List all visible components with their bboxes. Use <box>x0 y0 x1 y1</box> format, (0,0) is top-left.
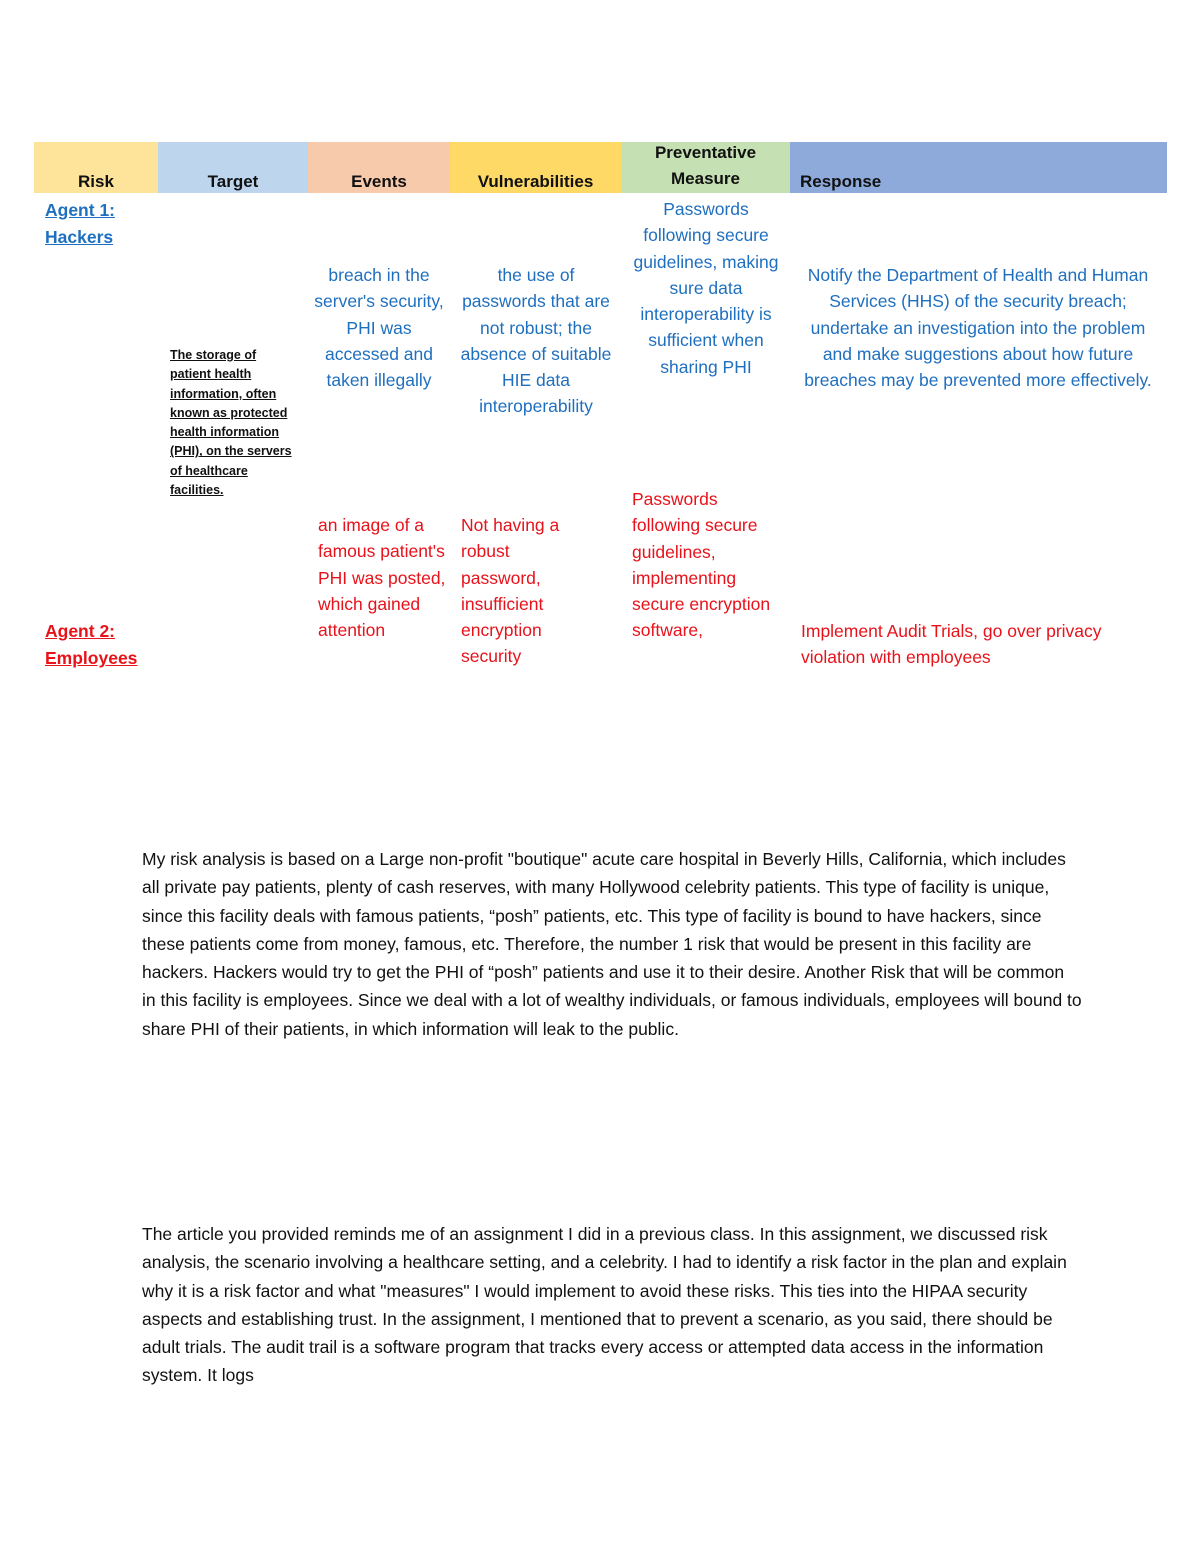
header-vulnerabilities-label: Vulnerabilities <box>477 172 594 191</box>
agent1-label-line1: Agent 1: <box>45 200 115 220</box>
agent1-label-line2: Hackers <box>45 227 114 247</box>
header-risk-label: Risk <box>78 172 114 191</box>
header-preventative-measure <box>621 142 790 193</box>
agent1-label <box>45 197 155 251</box>
header-vulnerabilities <box>450 142 621 193</box>
header-response <box>790 142 1167 193</box>
paragraph-article-response: The article you provided reminds me of an assignment I did in a previous class. In this assignment, we discussed risk analysis, the scenario involving a healthcare setting, and a celebrity. I had to identify a risk factor in the plan and explain why it is a risk factor and what "measures" I would implement to avoid these risks. This ties into the HIPAA security aspects and establishing trust. In the assignment, I mentioned that to prevent a scenario, as you said, there should be adult trials. The audit trail is a software program that tracks every access or attempted data access in the information system. It logs <box>142 1224 1067 1386</box>
agent1-response: Notify the Department of Health and Human Services (HHS) of the security breach; undertake an investigation into the problem and make suggestions about how future breaches may be prevented more effectively. <box>804 265 1152 391</box>
agent1-events: breach in the server's security, PHI was accessed and taken illegally <box>314 265 444 391</box>
agent1-preventative: Passwords following secure guidelines, making sure data interoperability is sufficient when sharing PHI <box>633 199 779 377</box>
target-description: The storage of patient health information, often known as protected health information (PHI), on the servers of healthcare facilities. <box>170 348 292 498</box>
agent2-events: an image of a famous patient's PHI was posted, which gained attention <box>318 515 446 641</box>
header-response-label: Response <box>800 172 882 191</box>
header-preventative-line1: Preventative <box>654 143 757 162</box>
agent2-label-line1: Agent 2: <box>45 621 115 641</box>
agent2-vulnerabilities: Not having a robust password, insufficient encryption security <box>461 515 560 667</box>
header-target <box>158 142 308 193</box>
agent2-response: Implement Audit Trials, go over privacy violation with employees <box>801 621 1102 668</box>
agent2-label <box>45 618 155 672</box>
agent2-label-line2: Employees <box>45 648 138 668</box>
agent2-preventative: Passwords following secure guidelines, implementing secure encryption software, <box>632 489 771 641</box>
header-events <box>308 142 450 193</box>
paragraph-risk-analysis: My risk analysis is based on a Large non-profit "boutique" acute care hospital in Beverly Hills, California, which includes all private pay patients, plenty of cash reserves, with many Hollywood celebrity patients. This type of facility is unique, since this facility deals with famous patients, “posh” patients, etc. This type of facility is bound to have hackers, since these patients come from money, famous, etc. Therefore, the number 1 risk that would be present in this facility are hackers. Hackers would try to get the PHI of “posh” patients and use it to their desire. Another Risk that will be common in this facility is employees. Since we deal with a lot of wealthy individuals, or famous individuals, employees will bound to share PHI of their patients, in which information will leak to the public. <box>142 849 1082 1039</box>
header-risk <box>34 142 158 193</box>
agent1-vulnerabilities: the use of passwords that are not robust; the absence of suitable HIE data interoperability <box>460 265 612 417</box>
header-preventative-line2: Measure <box>671 169 740 188</box>
header-target-label: Target <box>207 172 259 191</box>
header-events-label: Events <box>351 172 407 191</box>
